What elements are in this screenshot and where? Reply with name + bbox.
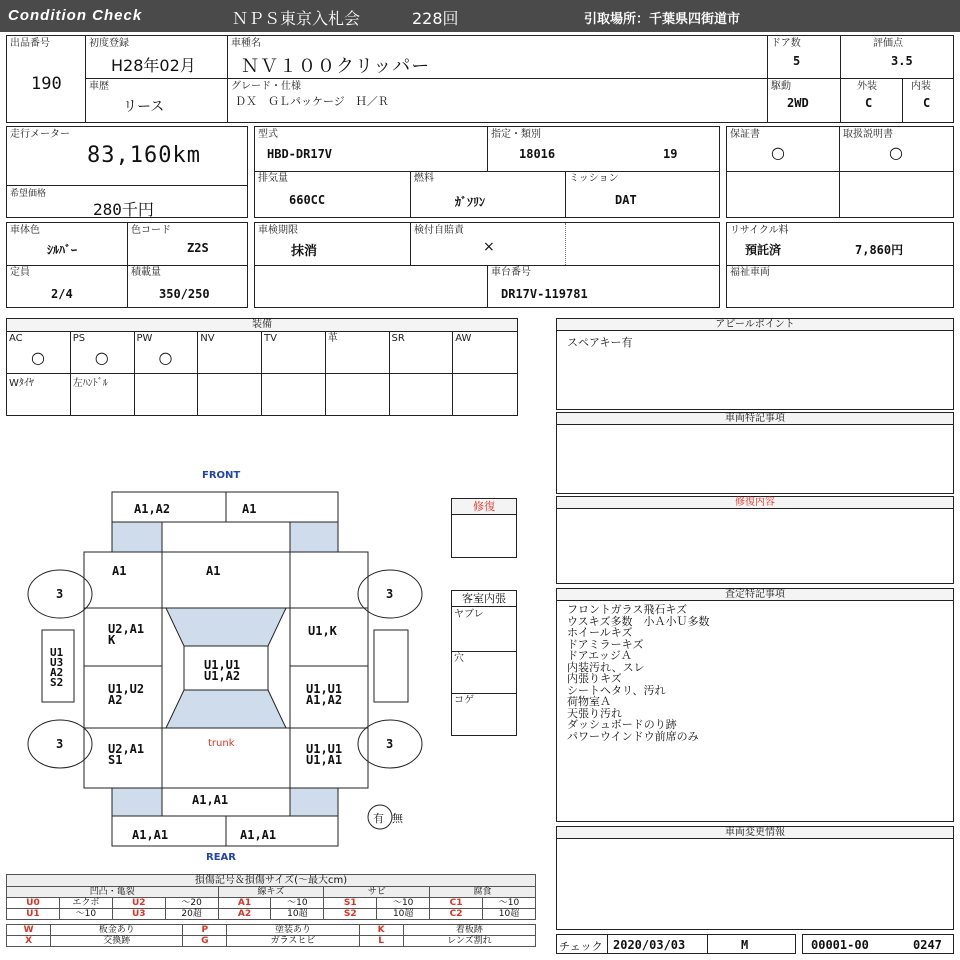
- note-item: ドアミラーキズ: [567, 637, 644, 651]
- legend-code: A1: [218, 898, 271, 909]
- recycle-box: [726, 222, 954, 308]
- equipment-cell: [135, 332, 199, 374]
- check-footer: [556, 934, 796, 954]
- mark-wheel-rr: 3: [386, 737, 394, 751]
- type-box: [254, 126, 720, 218]
- appeal-panel: [556, 318, 954, 410]
- equipment-title: 装備: [7, 319, 517, 332]
- capacity-label: 定員: [10, 267, 30, 278]
- document-code: 00001-00: [811, 938, 869, 952]
- note-item: ホイールキズ: [567, 626, 633, 639]
- note-item: パワーウインドウ前席のみ: [567, 729, 699, 743]
- cabin-item-tear: ヤブレ: [454, 609, 484, 620]
- checker-name: M: [741, 938, 749, 952]
- damage-legend: [6, 874, 536, 947]
- check-date: 2020/03/03: [613, 938, 686, 952]
- note-item: 荷物室Ａ: [567, 695, 611, 708]
- equipment-value: ○: [158, 348, 173, 367]
- legend-desc: エクボ: [59, 898, 112, 909]
- legend-code: P: [183, 925, 227, 936]
- car-diagram: [0, 460, 540, 870]
- equipment-table: [6, 318, 518, 416]
- mark-rear-bumper-right: A1,A1: [240, 828, 277, 842]
- equipment-value: ○: [94, 348, 109, 367]
- legend-group-rust: サビ: [324, 887, 430, 898]
- legend-code: A2: [218, 909, 271, 920]
- mark-quarter-rl: U2,A1 S1: [108, 742, 145, 767]
- type-label: 型式: [258, 129, 278, 140]
- note-item: 内張りキズ: [567, 672, 622, 685]
- equipment-cell: [7, 332, 71, 374]
- repair-box-label: 修復: [452, 499, 516, 515]
- warranty-label: 保証書: [730, 129, 760, 140]
- note-item: 天張り汚れ: [567, 706, 622, 720]
- repair-title: 修復内容: [557, 497, 953, 509]
- model-label: 車種名: [231, 38, 261, 49]
- score-label: 評価点: [873, 38, 903, 49]
- auction-name: ＮＰＳ東京入札会: [232, 9, 361, 28]
- equipment-label: AC: [9, 333, 23, 344]
- manual: ○: [889, 143, 903, 162]
- legend-code: C2: [430, 909, 483, 920]
- insurance: ×: [483, 239, 495, 255]
- equipment-cell: [326, 374, 390, 415]
- mark-rear-bumper-left: A1,A1: [132, 828, 169, 842]
- welfare-label: 福祉車両: [730, 267, 770, 278]
- legend-desc: 着板跡: [403, 925, 535, 936]
- cabin-box: [451, 590, 517, 736]
- inspection-box: [254, 222, 720, 308]
- legend-code: S1: [324, 898, 377, 909]
- legend-desc: 〜10: [377, 898, 430, 909]
- legend-desc: 20超: [165, 909, 218, 920]
- mark-door-rr: U1,U1 A1,A2: [306, 682, 343, 707]
- exterior-label: 外装: [857, 81, 877, 92]
- appeal-text: スペアキー有: [567, 336, 633, 349]
- legend-code: S2: [324, 909, 377, 920]
- mark-front-bumper-left: A1,A2: [134, 502, 171, 516]
- inspection: 抹消: [291, 244, 318, 259]
- special-title: 車両特記事項: [557, 413, 953, 425]
- appeal-title: アピールポイント: [557, 319, 953, 331]
- grade-label: グレード・仕様: [231, 81, 301, 92]
- equipment-label: AW: [455, 333, 472, 344]
- legend-code: C1: [430, 898, 483, 909]
- equipment-cell: [262, 332, 326, 374]
- warranty-box: [726, 126, 954, 218]
- recycle-status: 預託済: [745, 243, 782, 257]
- legend-code: X: [7, 936, 51, 947]
- body-color: ｼﾙﾊﾞｰ: [47, 243, 78, 257]
- designation-label: 指定・類別: [491, 129, 541, 140]
- lot-no-label: 出品番号: [10, 38, 50, 49]
- legend-table-2: [6, 924, 536, 947]
- cabin-title: 客室内張: [452, 591, 516, 607]
- legend-group-dent: 凹凸・亀裂: [7, 887, 219, 898]
- note-item: フロントガラス飛石キズ: [567, 603, 688, 616]
- note-item: シートヘタリ、汚れ: [567, 683, 666, 697]
- legend-desc: 塗装あり: [227, 925, 359, 936]
- legend-code: U1: [7, 909, 60, 920]
- equipment-label: SR: [391, 333, 405, 344]
- equipment-extra-label: 左ﾊﾝﾄﾞﾙ: [72, 378, 108, 389]
- code-footer: [802, 934, 954, 954]
- equipment-cell: [453, 332, 517, 374]
- mark-door-fl: U2,A1 K: [108, 622, 145, 647]
- recycle-label: リサイクル料: [730, 225, 789, 236]
- first-reg-label: 初度登録: [89, 38, 129, 49]
- note-item: ウスキズ多数 小Ａ小Ｕ多数: [567, 614, 710, 628]
- equipment-label: NV: [200, 333, 215, 344]
- interior-grade: C: [923, 96, 931, 110]
- legend-code: U2: [112, 898, 165, 909]
- mileage: 83,160km: [87, 143, 201, 168]
- special-panel: [556, 412, 954, 494]
- capacity: 2/4: [51, 287, 73, 301]
- load-capacity: 350/250: [159, 287, 210, 301]
- equipment-cell: [71, 332, 135, 374]
- lot-no: 190: [31, 74, 62, 94]
- equipment-label: PW: [136, 333, 153, 344]
- legend-desc: 板金あり: [51, 925, 183, 936]
- mark-door-fr: U1,K: [308, 624, 337, 638]
- mark-back-door: A1,A1: [192, 793, 229, 807]
- front-label: FRONT: [202, 470, 241, 481]
- document-number: 0247: [913, 938, 942, 952]
- drive: 2WD: [787, 96, 809, 110]
- legend-desc: 〜10: [59, 909, 112, 920]
- mark-front-bumper-right: A1: [242, 502, 257, 516]
- interior-label: 内装: [911, 81, 931, 92]
- history-label: 車歴: [89, 81, 109, 92]
- note-item: ダッシュボードのり跡: [567, 718, 677, 731]
- legend-code: U0: [7, 898, 60, 909]
- mileage-box: [6, 126, 248, 218]
- model-name: ＮＶ１００クリッパー: [241, 56, 431, 77]
- chassis-label: 車台番号: [491, 267, 531, 278]
- manual-label: 取扱説明書: [843, 129, 893, 140]
- pickup-location: 引取場所：千葉県四街道市: [584, 12, 741, 27]
- check-label: チェック: [559, 940, 603, 953]
- legend-table: [6, 886, 536, 920]
- equipment-cell: [326, 332, 390, 374]
- equipment-cell: [135, 374, 199, 415]
- insurance-label: 検付自賠責: [414, 225, 464, 236]
- equipment-cell: [7, 374, 71, 415]
- legend-desc: 〜20: [165, 898, 218, 909]
- equipment-cell: [198, 374, 262, 415]
- equipment-cell: [198, 332, 262, 374]
- equipment-cell: [453, 374, 517, 415]
- mark-wheel-fr: 3: [386, 587, 394, 601]
- notes-panel: [556, 588, 954, 822]
- legend-desc: 〜10: [271, 898, 324, 909]
- spare-yes: 有: [373, 812, 384, 825]
- doors: 5: [793, 54, 801, 68]
- legend-code: K: [359, 925, 403, 936]
- repair-box: [451, 498, 517, 558]
- mark-wheel-fl: 3: [56, 587, 64, 601]
- legend-desc: 10超: [271, 909, 324, 920]
- fuel-label: 燃料: [414, 173, 434, 184]
- legend-desc: 10超: [377, 909, 430, 920]
- fuel: ｶﾞｿﾘﾝ: [455, 195, 486, 209]
- first-reg: H28年02月: [111, 56, 196, 75]
- warranty: ○: [771, 143, 785, 162]
- mark-quarter-rr: U1,U1 U1,A1: [306, 742, 343, 767]
- cabin-item-burn: コゲ: [454, 695, 474, 706]
- trunk-label: trunk: [208, 738, 235, 749]
- equipment-label: 革: [327, 333, 338, 344]
- displacement: 660CC: [289, 193, 326, 207]
- legend-code: L: [359, 936, 403, 947]
- color-code: Z2S: [187, 241, 209, 255]
- header-bar: [0, 0, 960, 32]
- designation: 18016: [519, 147, 556, 161]
- category: 19: [663, 147, 678, 161]
- spare-no: 無: [392, 812, 403, 825]
- recycle-fee: 7,860円: [855, 243, 904, 257]
- legend-group-corrosion: 腐食: [430, 887, 536, 898]
- change-panel: [556, 826, 954, 930]
- note-item: 内装汚れ、スレ: [567, 660, 645, 674]
- equipment-value: ○: [31, 348, 45, 367]
- legend-code: G: [183, 936, 227, 947]
- color-code-label: 色コード: [131, 225, 171, 236]
- equipment-label: PS: [72, 333, 86, 344]
- cabin-item-hole: 穴: [454, 653, 464, 664]
- legend-code: W: [7, 925, 51, 936]
- displacement-label: 排気量: [258, 173, 288, 184]
- mission: DAT: [615, 193, 637, 207]
- load-label: 積載量: [131, 267, 161, 278]
- score: 3.5: [891, 54, 913, 68]
- price-label: 希望価格: [10, 189, 47, 199]
- inspection-label: 車検期限: [258, 225, 298, 236]
- equipment-label: TV: [264, 333, 277, 344]
- legend-desc: 〜10: [483, 898, 536, 909]
- legend-desc: 交換跡: [51, 936, 183, 947]
- mark-door-rl: U1,U2 A2: [108, 682, 145, 707]
- legend-title: 損傷記号＆損傷サイズ(〜最大cm): [6, 874, 536, 886]
- chassis-number: DR17V-119781: [501, 287, 588, 301]
- legend-desc: 10超: [483, 909, 536, 920]
- notes-list: [567, 604, 709, 742]
- model-type: HBD-DR17V: [267, 147, 333, 161]
- equipment-cell: [390, 374, 454, 415]
- legend-group-scratch: 線キズ: [218, 887, 324, 898]
- mark-hood: A1: [206, 564, 221, 578]
- mark-sill-left: U1 U3 A2 S2: [50, 646, 64, 689]
- legend-desc: ガラスヒビ: [227, 936, 359, 947]
- history: リース: [123, 99, 165, 115]
- legend-desc: レンズ割れ: [403, 936, 535, 947]
- color-box: [6, 222, 248, 308]
- equipment-extra-label: Wﾀｲﾔ: [9, 378, 34, 389]
- doors-label: ドア数: [771, 38, 801, 49]
- mark-fender-fl: A1: [112, 564, 127, 578]
- drive-label: 駆動: [771, 81, 791, 92]
- auction-round: 228回: [412, 9, 459, 28]
- exterior-grade: C: [865, 96, 873, 110]
- mission-label: ミッション: [569, 173, 619, 184]
- price: 280千円: [93, 200, 154, 219]
- grade: ＤＸ ＧＬパッケージ Ｈ／Ｒ: [235, 95, 389, 108]
- equipment-cell: [262, 374, 326, 415]
- equipment-cell: [390, 332, 454, 374]
- mark-roof: U1,U1 U1,A2: [204, 658, 241, 683]
- equipment-cell: [71, 374, 135, 415]
- mileage-label: 走行メーター: [10, 129, 70, 140]
- repair-panel: [556, 496, 954, 584]
- color-label: 車体色: [10, 225, 40, 236]
- brand-title: Condition Check: [8, 7, 143, 24]
- legend-code: U3: [112, 909, 165, 920]
- mark-wheel-rl: 3: [56, 737, 64, 751]
- change-title: 車両変更情報: [557, 827, 953, 839]
- vehicle-info: [6, 35, 954, 123]
- note-item: ドアエッジＡ: [567, 649, 632, 662]
- notes-title: 査定特記事項: [557, 589, 953, 601]
- rear-label: REAR: [206, 852, 236, 863]
